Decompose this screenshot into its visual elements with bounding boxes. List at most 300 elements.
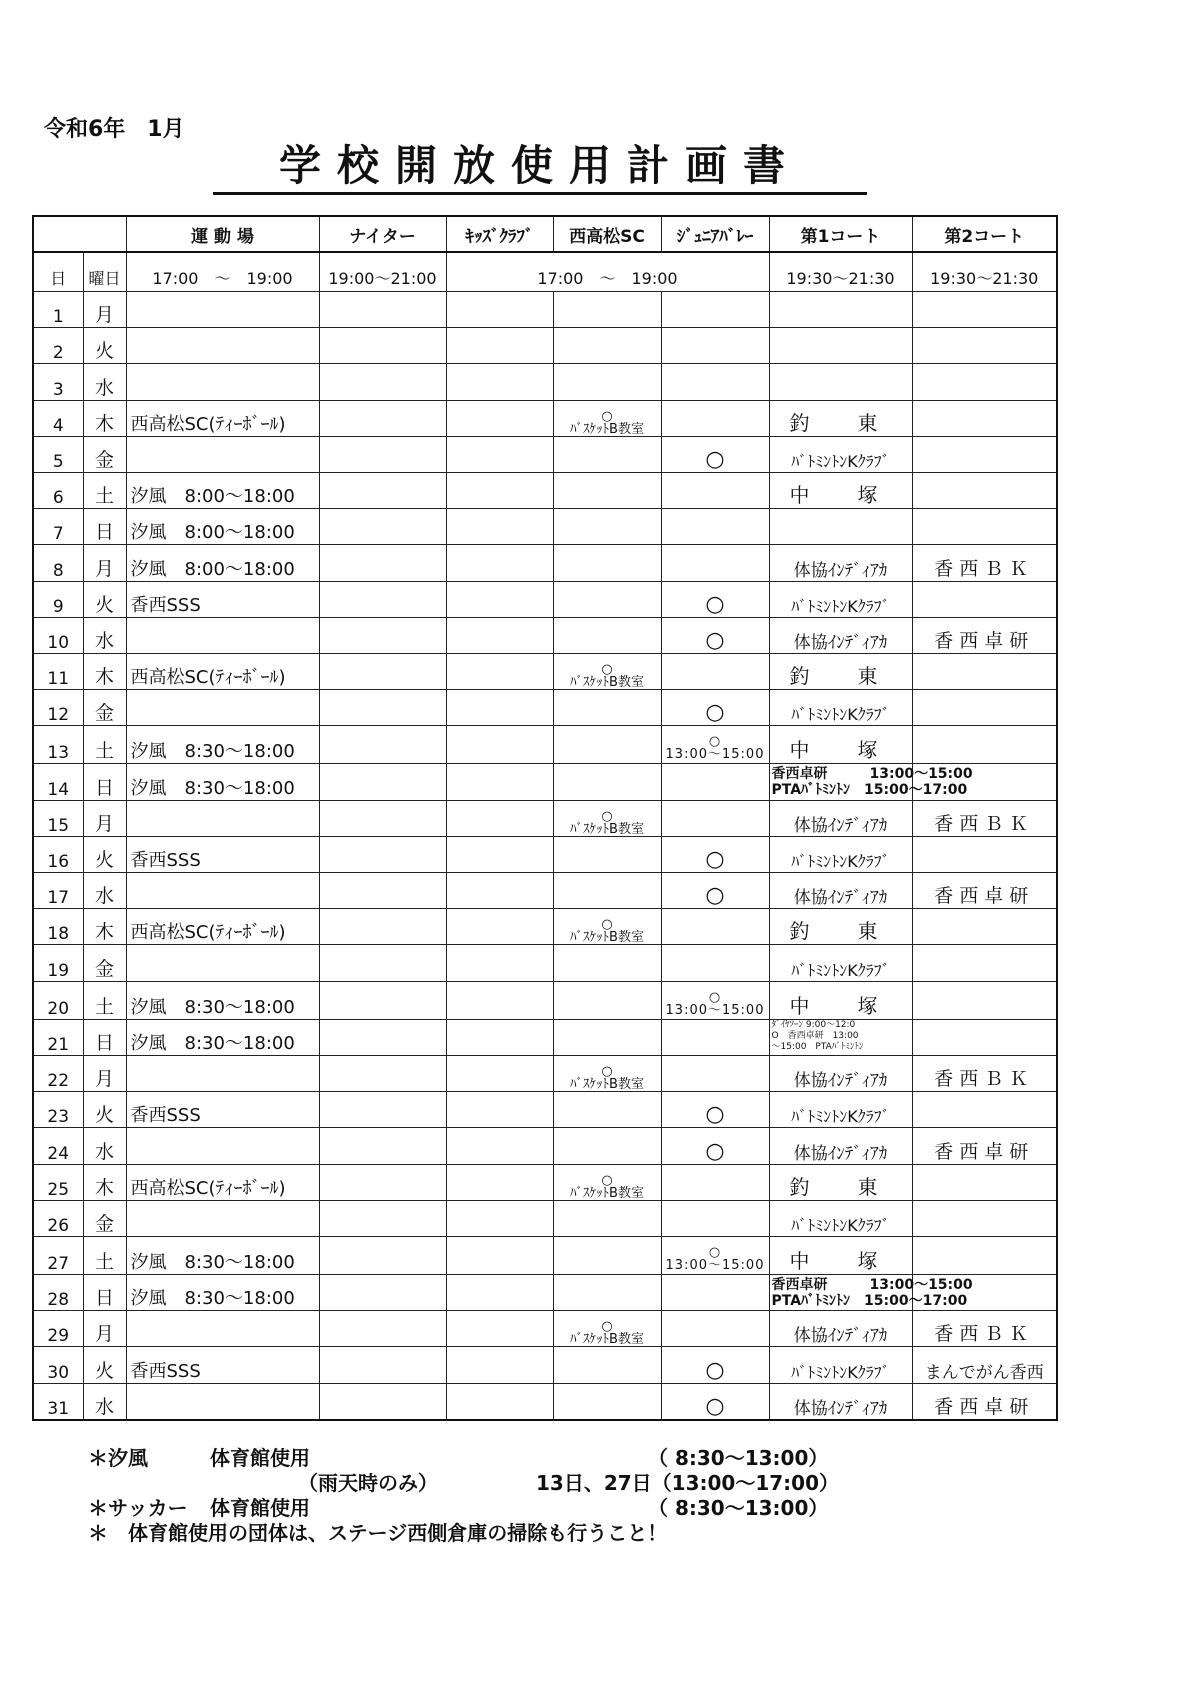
night-cell <box>319 1164 446 1200</box>
kids-cell <box>446 1236 553 1274</box>
page-title: 学校開放使用計画書 <box>213 140 867 195</box>
note-dates: 13日、27日（13:00～17:00） <box>536 1471 839 1495</box>
night-cell <box>319 800 446 836</box>
cell-line: ﾊﾞﾄﾐﾝﾄﾝKｸﾗﾌﾞ <box>791 960 890 980</box>
night-cell <box>319 581 446 617</box>
table-row <box>33 364 1057 400</box>
table-row <box>33 472 1057 508</box>
court1-cell <box>769 364 912 400</box>
court2-cell: 香西卓研 <box>912 1128 1057 1164</box>
table-row <box>33 328 1057 364</box>
court1-cell <box>769 653 912 689</box>
weekday-cell: 月 <box>83 292 126 328</box>
table-row <box>33 873 1057 909</box>
court1-cell <box>769 545 912 581</box>
gym-cell <box>126 1200 319 1236</box>
night-cell <box>319 981 446 1019</box>
court1-cell <box>769 472 912 508</box>
weekday-cell: 土 <box>83 981 126 1019</box>
cell-line: 13:00～15:00 <box>665 1002 765 1018</box>
day-cell: 3 <box>33 364 83 400</box>
basket-cell <box>553 653 661 689</box>
night-cell <box>319 1383 446 1420</box>
weekday-cell: 月 <box>83 1055 126 1091</box>
cell-line: 釣 東 <box>789 664 892 689</box>
gym-cell <box>126 1311 319 1347</box>
cell-line: 体協ｲﾝﾃﾞｨｱｶ <box>793 1326 888 1347</box>
gym-cell: 汐風 8:30～18:00 <box>126 764 319 800</box>
court1-cell <box>769 617 912 653</box>
day-cell: 15 <box>33 800 83 836</box>
weekday-cell: 水 <box>83 1383 126 1420</box>
junior-cell <box>661 400 769 436</box>
day-cell: 23 <box>33 1092 83 1128</box>
header-row-columns <box>33 216 1057 252</box>
day-cell: 16 <box>33 836 83 872</box>
junior-cell <box>661 836 769 872</box>
court1-cell <box>769 1236 912 1274</box>
court2-time: 19:30～21:30 <box>912 252 1057 292</box>
night-cell <box>319 653 446 689</box>
court1-cell <box>769 1311 912 1347</box>
night-cell <box>319 1055 446 1091</box>
court2-cell: 香西卓研 <box>912 617 1057 653</box>
gym-cell: 汐風 8:00～18:00 <box>126 509 319 545</box>
weekday-cell: 日 <box>83 1275 126 1311</box>
basket-cell <box>553 1092 661 1128</box>
court2-cell: 香西卓研 <box>912 873 1057 909</box>
day-cell: 10 <box>33 617 83 653</box>
night-cell <box>319 1128 446 1164</box>
night-cell <box>319 1347 446 1383</box>
night-cell <box>319 690 446 726</box>
day-cell: 31 <box>33 1383 83 1420</box>
court2-cell <box>912 690 1057 726</box>
weekday-cell: 金 <box>83 1200 126 1236</box>
gym-cell: 西高松SC(ﾃｨｰﾎﾞｰﾙ) <box>126 653 319 689</box>
night-cell <box>319 1275 446 1311</box>
note-line-4 <box>88 1517 928 1545</box>
basket-cell <box>553 1200 661 1236</box>
court2-cell <box>912 292 1057 328</box>
gym-cell: 西高松SC(ﾃｨｰﾎﾞｰﾙ) <box>126 400 319 436</box>
cell-line: ○ <box>705 591 725 617</box>
court1-cell <box>769 509 912 545</box>
night-cell <box>319 328 446 364</box>
day-cell: 25 <box>33 1164 83 1200</box>
weekday-cell: 月 <box>83 545 126 581</box>
kids-cell <box>446 1164 553 1200</box>
kids-cell <box>446 690 553 726</box>
cell-line: ○ <box>601 1064 613 1080</box>
schedule-table <box>32 215 1058 1421</box>
night-cell <box>319 909 446 945</box>
cell-line: O 香西卓研 13:00 <box>771 1030 859 1041</box>
court1-cell <box>769 1200 912 1236</box>
cell-line: ○ <box>601 662 613 678</box>
gym-cell <box>126 292 319 328</box>
cell-line: ﾀﾞｲﾔｿｰﾝ 9:00～12:0 <box>771 1019 856 1030</box>
gym-cell <box>126 328 319 364</box>
court2-cell <box>912 400 1057 436</box>
basket-cell <box>553 981 661 1019</box>
gym-cell: 汐風 8:30～18:00 <box>126 726 319 764</box>
kids-cell <box>446 764 553 800</box>
cell-line: 中 塚 <box>789 483 892 508</box>
court2-cell <box>912 981 1057 1019</box>
junior-cell <box>661 909 769 945</box>
kids-cell <box>446 873 553 909</box>
court2-cell <box>912 509 1057 545</box>
day-cell: 27 <box>33 1236 83 1274</box>
night-cell <box>319 726 446 764</box>
junior-cell <box>661 800 769 836</box>
night-cell <box>319 436 446 472</box>
cell-line: ○ <box>705 700 725 726</box>
cell-line: ○ <box>708 1245 722 1261</box>
day-cell: 5 <box>33 436 83 472</box>
court1-cell <box>769 400 912 436</box>
court1-cell <box>769 1092 912 1128</box>
junior-cell <box>661 1275 769 1311</box>
day-cell: 2 <box>33 328 83 364</box>
cell-line: ○ <box>705 1393 725 1419</box>
table-row <box>33 581 1057 617</box>
court1-cell <box>769 909 912 945</box>
court2-cell <box>912 836 1057 872</box>
kids-cell <box>446 1055 553 1091</box>
junior-cell <box>661 1200 769 1236</box>
table-row <box>33 1092 1057 1128</box>
note-soccer: ＊サッカー <box>88 1496 188 1520</box>
cell-line: 釣 東 <box>789 410 892 435</box>
kids-cell <box>446 436 553 472</box>
court2-cell <box>912 328 1057 364</box>
cell-line: ～15:00 PTAﾊﾞﾄﾐﾝﾄﾝ <box>771 1041 864 1052</box>
cell-line: ﾊﾞﾄﾐﾝﾄﾝKｸﾗﾌﾞ <box>791 1107 890 1127</box>
kids-cell <box>446 800 553 836</box>
weekday-cell: 木 <box>83 1164 126 1200</box>
basket-cell <box>553 292 661 328</box>
kids-cell <box>446 653 553 689</box>
table-row <box>33 764 1057 800</box>
cell-line: 体協ｲﾝﾃﾞｨｱｶ <box>793 888 888 909</box>
gym-cell: 西高松SC(ﾃｨｰﾎﾞｰﾙ) <box>126 1164 319 1200</box>
night-cell <box>319 873 446 909</box>
day-cell: 9 <box>33 581 83 617</box>
basket-cell <box>553 581 661 617</box>
gym-cell <box>126 364 319 400</box>
cell-line: ○ <box>705 1102 725 1128</box>
night-cell <box>319 509 446 545</box>
weekday-cell: 水 <box>83 873 126 909</box>
court2-cell: 香西ＢＫ <box>912 545 1057 581</box>
junior-cell <box>661 292 769 328</box>
basket-cell <box>553 800 661 836</box>
day-cell: 28 <box>33 1275 83 1311</box>
table-row <box>33 653 1057 689</box>
table-row <box>33 1275 1057 1311</box>
cell-line: 中 塚 <box>789 738 892 763</box>
court2-cell <box>912 726 1057 764</box>
court2-cell <box>912 364 1057 400</box>
court2-cell <box>912 581 1057 617</box>
night-cell <box>319 945 446 981</box>
weekday-cell: 木 <box>83 909 126 945</box>
kids-cell <box>446 364 553 400</box>
cell-line: ﾊﾞﾄﾐﾝﾄﾝKｸﾗﾌﾞ <box>791 1215 890 1235</box>
day-cell: 29 <box>33 1311 83 1347</box>
cell-line: ○ <box>708 989 722 1005</box>
court1-time: 19:30～21:30 <box>769 252 912 292</box>
cell-line: 体協ｲﾝﾃﾞｨｱｶ <box>793 632 888 653</box>
gym-cell <box>126 1055 319 1091</box>
kids-cell <box>446 292 553 328</box>
gym-cell: 汐風 8:30～18:00 <box>126 1275 319 1311</box>
court1-cell <box>769 1383 912 1420</box>
table-row <box>33 945 1057 981</box>
day-cell: 7 <box>33 509 83 545</box>
junior-cell <box>661 472 769 508</box>
basket-cell <box>553 1055 661 1091</box>
weekday-cell: 金 <box>83 690 126 726</box>
court1-cell <box>769 1164 912 1200</box>
night-time: 19:00～21:00 <box>319 252 446 292</box>
basket-cell <box>553 509 661 545</box>
junior-cell <box>661 1055 769 1091</box>
junior-cell <box>661 690 769 726</box>
cell-line: ○ <box>705 847 725 872</box>
table-row <box>33 726 1057 764</box>
night-cell <box>319 1311 446 1347</box>
day-cell: 22 <box>33 1055 83 1091</box>
cell-line: ○ <box>601 917 613 933</box>
col-day: 日 <box>33 252 83 292</box>
kids-cell <box>446 581 553 617</box>
cell-line: ○ <box>705 627 725 653</box>
basket-cell <box>553 1164 661 1200</box>
kids-cell <box>446 400 553 436</box>
weekday-cell: 月 <box>83 1311 126 1347</box>
col-junior: ｼﾞｭﾆｱﾊﾞﾚｰ <box>661 216 769 252</box>
cell-line: 体協ｲﾝﾃﾞｨｱｶ <box>793 1143 888 1164</box>
weekday-cell: 土 <box>83 472 126 508</box>
cell-line: ﾊﾞｽｹｯﾄB教室 <box>570 930 644 946</box>
cell-line: ﾊﾞﾄﾐﾝﾄﾝKｸﾗﾌﾞ <box>791 451 890 471</box>
day-cell: 14 <box>33 764 83 800</box>
weekday-cell: 火 <box>83 1347 126 1383</box>
gym-cell <box>126 945 319 981</box>
kids-cell <box>446 945 553 981</box>
weekday-cell: 火 <box>83 836 126 872</box>
court1-cell <box>769 1055 912 1091</box>
weekday-cell: 水 <box>83 1128 126 1164</box>
cell-line: ﾊﾞｽｹｯﾄB教室 <box>570 1332 644 1348</box>
col-weekday: 曜日 <box>83 252 126 292</box>
cell-line: 体協ｲﾝﾃﾞｨｱｶ <box>793 815 888 836</box>
court1-cell <box>769 1347 912 1383</box>
day-cell: 21 <box>33 1019 83 1055</box>
gym-cell: 香西SSS <box>126 581 319 617</box>
table-row <box>33 1347 1057 1383</box>
table-row <box>33 509 1057 545</box>
note-rain: （雨天時のみ） <box>298 1471 438 1495</box>
gym-cell <box>126 617 319 653</box>
court1-cell <box>769 726 912 764</box>
table-row <box>33 836 1057 872</box>
court1-cell <box>769 981 912 1019</box>
basket-cell <box>553 1128 661 1164</box>
night-cell <box>319 1019 446 1055</box>
kids-cell <box>446 1311 553 1347</box>
night-cell <box>319 545 446 581</box>
night-cell <box>319 472 446 508</box>
day-cell: 24 <box>33 1128 83 1164</box>
junior-cell <box>661 873 769 909</box>
table-row <box>33 1236 1057 1274</box>
day-cell: 30 <box>33 1347 83 1383</box>
gym-cell: 香西SSS <box>126 836 319 872</box>
basket-cell <box>553 328 661 364</box>
col-gym: 運 動 場 <box>126 216 319 252</box>
basket-cell <box>553 617 661 653</box>
table-row <box>33 1055 1057 1091</box>
basket-cell <box>553 873 661 909</box>
corner-cell <box>33 216 126 252</box>
col-nishi: 西高松SC <box>553 216 661 252</box>
junior-cell <box>661 764 769 800</box>
cell-line: ○ <box>705 883 725 909</box>
basket-cell <box>553 545 661 581</box>
basket-cell <box>553 764 661 800</box>
gym-cell: 汐風 8:00～18:00 <box>126 472 319 508</box>
kids-cell <box>446 836 553 872</box>
night-cell <box>319 1236 446 1274</box>
court1-cell <box>769 292 912 328</box>
gym-cell <box>126 690 319 726</box>
table-row <box>33 1311 1057 1347</box>
cell-line: ○ <box>705 1138 725 1164</box>
day-cell: 8 <box>33 545 83 581</box>
kids-cell <box>446 545 553 581</box>
day-cell: 19 <box>33 945 83 981</box>
cell-line: 体協ｲﾝﾃﾞｨｱｶ <box>793 1398 888 1419</box>
junior-cell <box>661 1347 769 1383</box>
weekday-cell: 金 <box>83 945 126 981</box>
court1-cell <box>769 1019 912 1055</box>
table-row <box>33 1383 1057 1420</box>
basket-cell <box>553 690 661 726</box>
weekday-cell: 金 <box>83 436 126 472</box>
table-row <box>33 1128 1057 1164</box>
note-gym-use-1: 体育館使用 <box>210 1446 310 1470</box>
court2-cell <box>912 472 1057 508</box>
gym-cell: 西高松SC(ﾃｨｰﾎﾞｰﾙ) <box>126 909 319 945</box>
court1-cell <box>769 1275 973 1311</box>
junior-cell <box>661 981 769 1019</box>
court2-cell <box>912 1164 1057 1200</box>
gym-cell: 香西SSS <box>126 1092 319 1128</box>
basket-cell <box>553 472 661 508</box>
cell-line: ﾊﾞｽｹｯﾄB教室 <box>570 1185 644 1201</box>
col-kids: ｷｯｽﾞｸﾗﾌﾞ <box>446 216 553 252</box>
cell-line: ﾊﾞｽｹｯﾄB教室 <box>570 821 644 837</box>
basket-cell <box>553 1383 661 1420</box>
cell-line: ﾊﾞﾄﾐﾝﾄﾝKｸﾗﾌﾞ <box>791 1362 890 1382</box>
table-row <box>33 1200 1057 1236</box>
gym-cell: 汐風 8:30～18:00 <box>126 1236 319 1274</box>
basket-cell <box>553 836 661 872</box>
table-row <box>33 436 1057 472</box>
cell-line: 香西卓研 13:00～15:00 <box>771 1276 973 1293</box>
day-cell: 17 <box>33 873 83 909</box>
note-shiokaze: ＊汐風 <box>88 1446 148 1470</box>
kids-cell <box>446 328 553 364</box>
basket-cell <box>553 726 661 764</box>
junior-cell <box>661 364 769 400</box>
court2-cell <box>912 653 1057 689</box>
junior-cell <box>661 1164 769 1200</box>
table-row <box>33 690 1057 726</box>
kids-cell <box>446 617 553 653</box>
cell-line: PTAﾊﾞﾄﾐﾝﾄﾝ 15:00～17:00 <box>771 782 968 799</box>
basket-cell <box>553 1236 661 1274</box>
cell-line: PTAﾊﾞﾄﾐﾝﾄﾝ 15:00～17:00 <box>771 1292 968 1309</box>
court2-cell: 香西ＢＫ <box>912 800 1057 836</box>
junior-cell <box>661 653 769 689</box>
kids-cell <box>446 1347 553 1383</box>
junior-cell <box>661 1128 769 1164</box>
court2-cell: 香西卓研 <box>912 1383 1057 1420</box>
weekday-cell: 木 <box>83 400 126 436</box>
weekday-cell: 火 <box>83 581 126 617</box>
gym-cell <box>126 800 319 836</box>
cell-line: ﾊﾞｽｹｯﾄB教室 <box>570 1077 644 1093</box>
cell-line: ○ <box>601 1172 613 1188</box>
header-row-times <box>33 252 1057 292</box>
day-cell: 6 <box>33 472 83 508</box>
weekday-cell: 木 <box>83 653 126 689</box>
gym-cell: 汐風 8:00～18:00 <box>126 545 319 581</box>
weekday-cell: 日 <box>83 1019 126 1055</box>
night-cell <box>319 1092 446 1128</box>
cell-line: 釣 東 <box>789 919 892 944</box>
era-month: 令和6年 1月 <box>44 117 185 142</box>
kids-cell <box>446 1200 553 1236</box>
cell-line: ○ <box>601 808 613 824</box>
court1-cell <box>769 1128 912 1164</box>
note-gym-use-2: 体育館使用 <box>210 1496 310 1520</box>
cell-line: 釣 東 <box>789 1174 892 1199</box>
note-time-3: （ 8:30～13:00） <box>648 1496 829 1520</box>
court1-cell <box>769 800 912 836</box>
court2-cell <box>912 1236 1057 1274</box>
cell-line: ﾊﾞﾄﾐﾝﾄﾝKｸﾗﾌﾞ <box>791 852 890 871</box>
court1-cell <box>769 836 912 872</box>
court1-cell <box>769 436 912 472</box>
note-cleaning: ＊ 体育館使用の団体は、ステージ西側倉庫の掃除も行うこと！ <box>88 1521 668 1545</box>
basket-cell <box>553 1311 661 1347</box>
cell-line: 13:00～15:00 <box>665 747 765 763</box>
junior-cell <box>661 1019 769 1055</box>
court2-cell <box>912 1092 1057 1128</box>
cell-line: ○ <box>601 408 613 424</box>
junior-cell <box>661 1383 769 1420</box>
court2-cell <box>912 436 1057 472</box>
court2-cell <box>912 1019 1057 1055</box>
court1-cell <box>769 690 912 726</box>
cell-line: ○ <box>705 446 725 472</box>
